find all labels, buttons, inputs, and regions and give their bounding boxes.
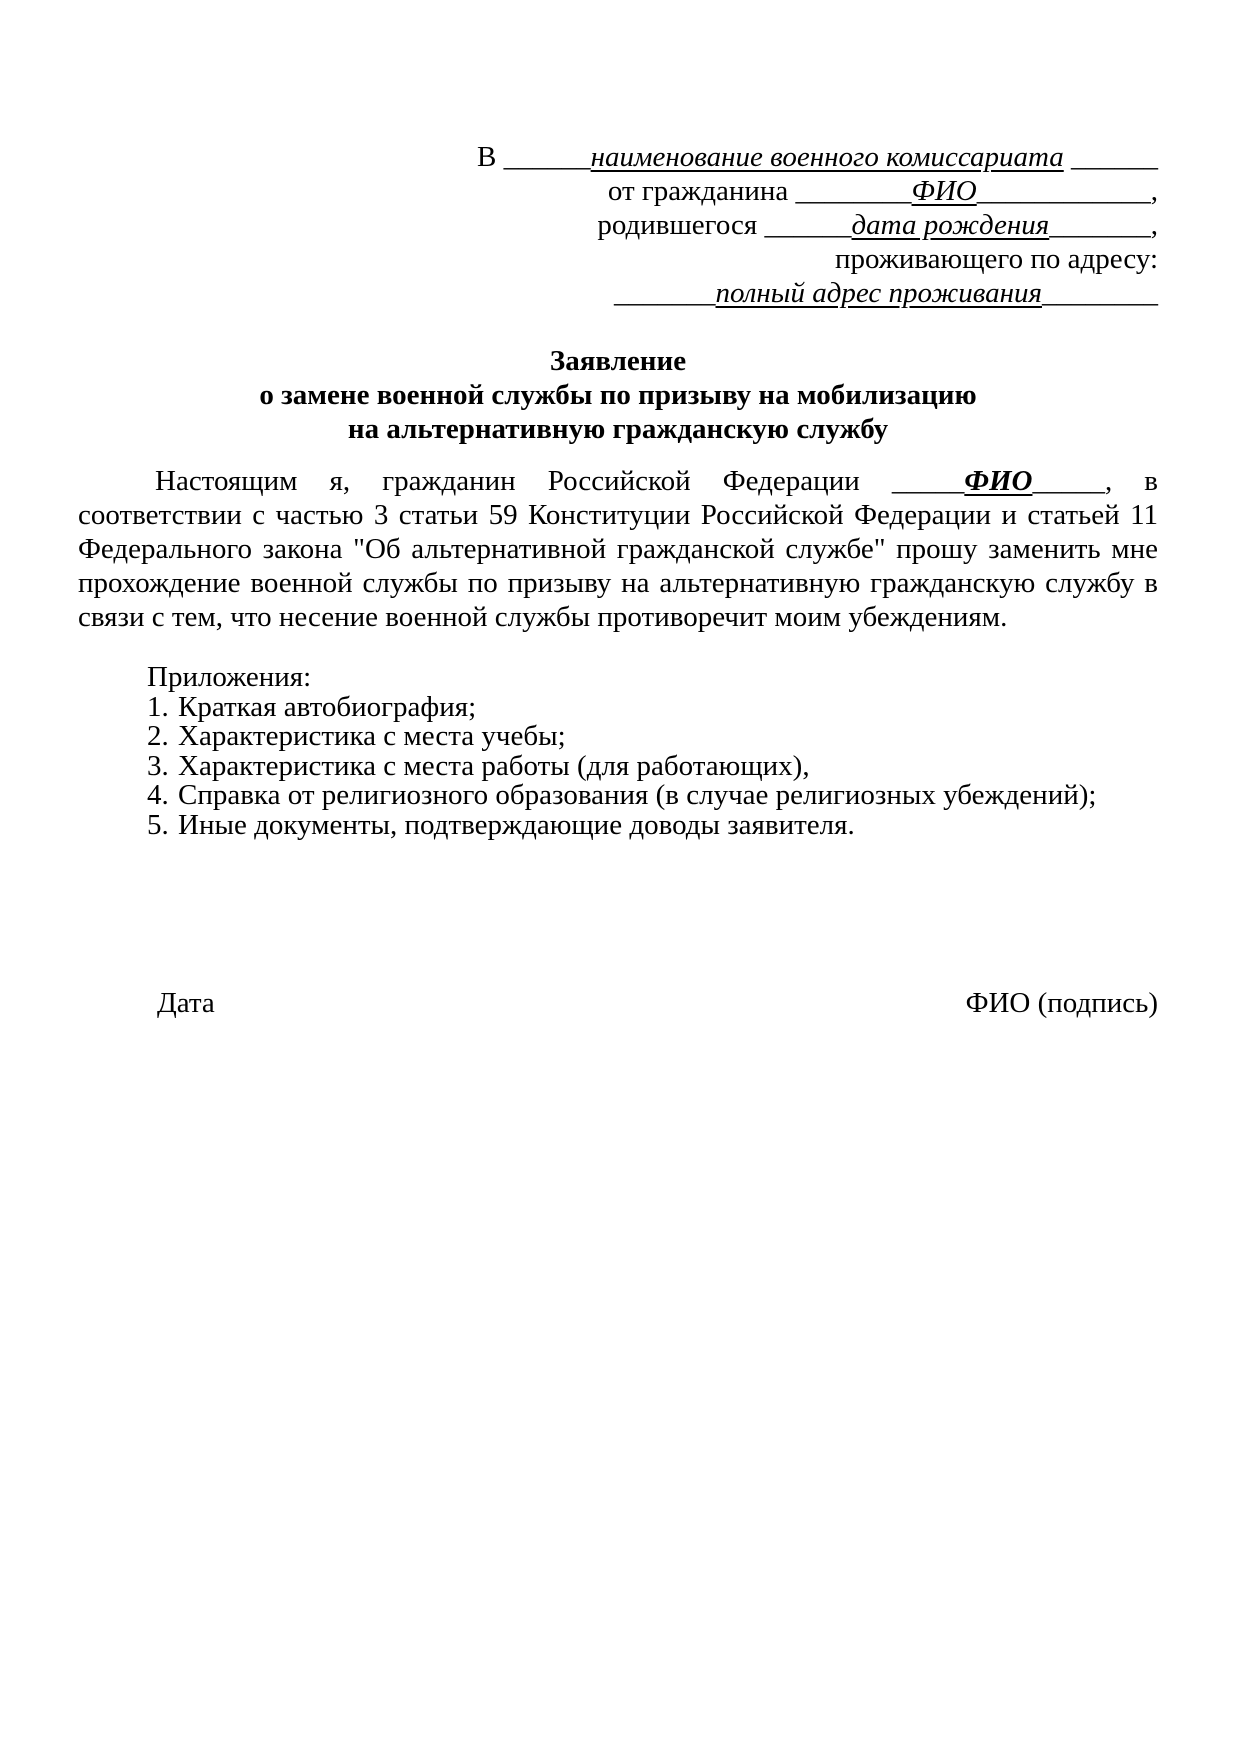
date-label: Дата xyxy=(157,987,215,1019)
title-line-2: о замене военной службы по призыву на мобилизацию xyxy=(259,379,977,411)
blank-line: _______ xyxy=(614,277,716,309)
list-item-number: 3. xyxy=(147,749,169,782)
list-item-number: 1. xyxy=(147,690,169,723)
list-item xyxy=(147,690,1158,723)
body-text-after: , в соответствии с частью 3 статьи 59 Конституции Российской Федерации и статьей 11 Федерального закона "Об альтернативной гражданской службе" прошу заменить мне прохождение военной службы по призыву на альтернативную гражданскую службу в связи с тем, что несение военной службы противоречит моим убеждениям. xyxy=(78,465,1158,633)
title-line-3: на альтернативную гражданскую службу xyxy=(347,413,889,445)
addressee-line-address xyxy=(78,276,1158,310)
blank-line: _____ xyxy=(1032,465,1105,497)
list-item-number: 4. xyxy=(147,779,169,811)
body-text-before: Настоящим я, гражданин Российской Федерации xyxy=(155,465,860,497)
blank-line: ________ xyxy=(1042,277,1158,309)
list-item-number: 2. xyxy=(147,720,169,752)
addressee-prefix: В xyxy=(477,141,497,173)
signature-label: ФИО (подпись) xyxy=(965,987,1158,1019)
blank-line: ______ xyxy=(1071,141,1158,173)
addressee-block xyxy=(78,140,1158,310)
list-item xyxy=(147,749,1158,782)
birth-date-placeholder: дата рождения xyxy=(851,209,1050,241)
list-item xyxy=(147,808,1158,841)
blank-line: ______ xyxy=(503,141,591,173)
commissariat-name-placeholder: наименование военного комиссариата xyxy=(590,141,1064,173)
addressee-line-commissariat xyxy=(78,140,1158,174)
list-item xyxy=(147,781,1158,811)
title-line-1: Заявление xyxy=(549,345,687,377)
attachments-section xyxy=(147,663,1158,840)
blank-line: ____________ xyxy=(976,175,1151,207)
blank-line: _______ xyxy=(1049,209,1151,241)
list-item-text: Краткая автобиография; xyxy=(178,690,477,723)
list-item xyxy=(147,722,1158,752)
citizen-prefix: от гражданина xyxy=(607,175,789,207)
list-item-text: Справка от религиозного образования (в случае религиозных убеждений); xyxy=(178,779,1097,811)
body-paragraph xyxy=(78,464,1158,634)
list-item-number: 5. xyxy=(147,808,169,841)
blank-line: ________ xyxy=(795,175,912,207)
applicant-name-placeholder: ФИО xyxy=(911,175,977,207)
signature-row xyxy=(78,986,1158,1020)
blank-line: ______ xyxy=(764,209,852,241)
addressee-line-birthdate xyxy=(78,208,1158,242)
addressee-line-citizen xyxy=(78,174,1158,208)
list-item-text: Характеристика с места работы (для работающих), xyxy=(178,749,810,782)
blank-line: _____ xyxy=(891,465,965,497)
attachments-title: Приложения: xyxy=(147,661,312,693)
document-title xyxy=(78,344,1158,446)
line-suffix-comma: , xyxy=(1150,209,1158,241)
birthdate-prefix: родившегося xyxy=(597,209,758,241)
address-placeholder: полный адрес проживания xyxy=(715,277,1042,309)
list-item-text: Иные документы, подтверждающие доводы заявителя. xyxy=(178,808,855,841)
line-suffix-comma: , xyxy=(1150,175,1158,207)
list-item-text: Характеристика с места учебы; xyxy=(178,720,566,752)
body-fio-placeholder: ФИО xyxy=(964,465,1033,497)
addressee-line-residing: проживающего по адресу: xyxy=(835,243,1158,275)
